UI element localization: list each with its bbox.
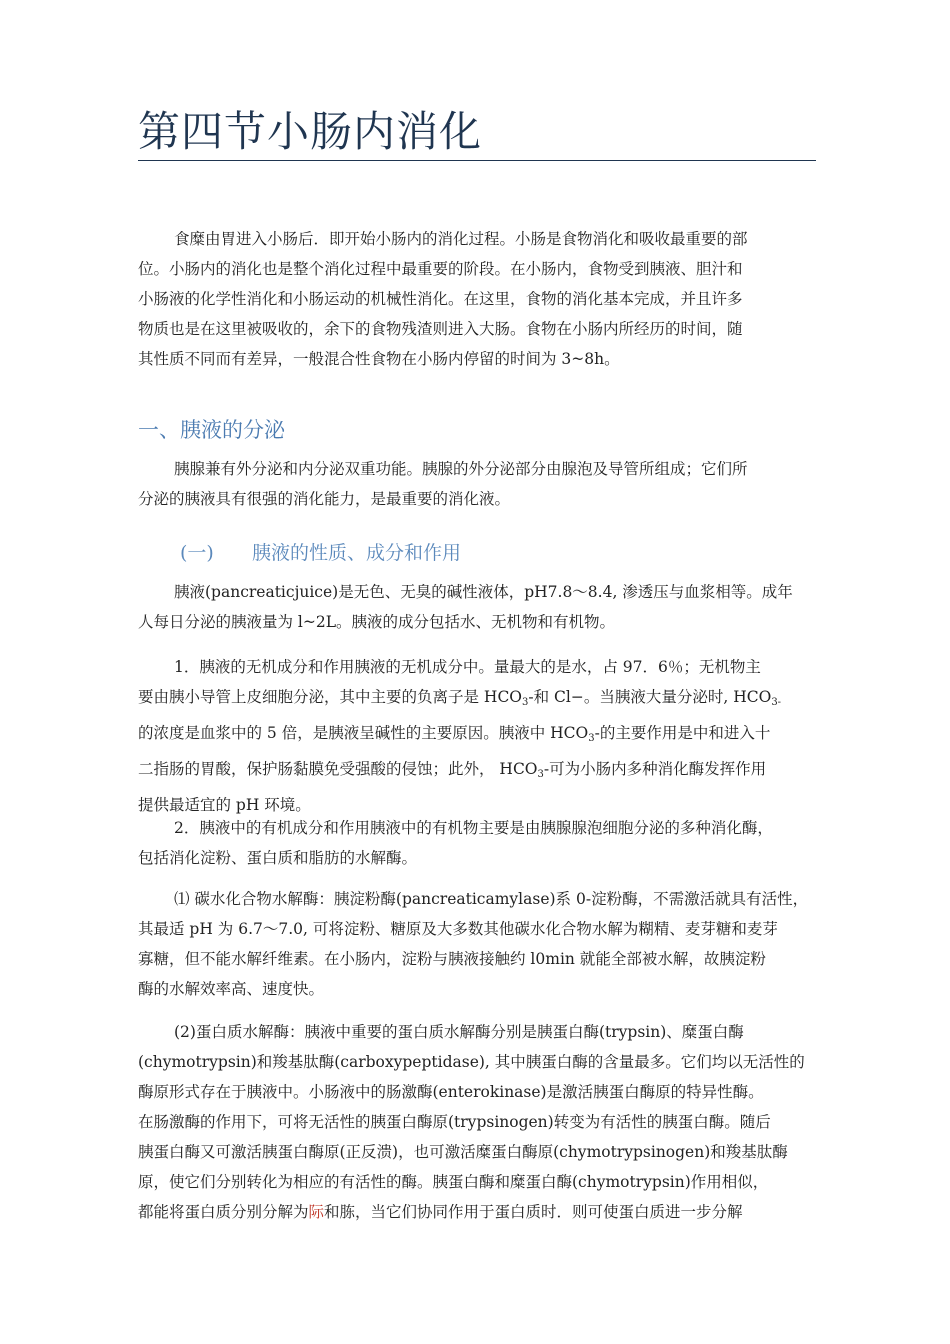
subsection-heading — [180, 538, 461, 565]
section-line: 分泌的胰液具有很强的消化能力，是最重要的消化液。 — [138, 490, 511, 508]
section-line: 胰腺兼有外分泌和内分泌双重功能。胰腺的外分泌部分由腺泡及导管所组成；它们所 — [174, 460, 748, 478]
carbohydrate-line: 寡糖，但不能水解纤维素。在小肠内，淀粉与胰液接触约 l0min 就能全部被水解，故胰淀粉 — [138, 950, 766, 968]
subsection-line: 胰液(pancreaticjuice)是无色、无臭的碱性液体，pH7.8～8.4, 渗透压与血浆相等。成年 — [174, 583, 793, 601]
subsection-paragraph — [138, 577, 818, 637]
carbohydrate-line: 其最适 pH 为 6.7～7.0, 可将淀粉、糖原及大多数其他碳水化合物水解为糊精、麦芽糖和麦芽 — [138, 920, 778, 938]
protein-line: 胰蛋白酶又可激活胰蛋白酶原(正反溃)，也可激活糜蛋白酶原(chymotrypsinogen)和羧基肽酶 — [138, 1143, 788, 1161]
section-paragraph — [138, 454, 818, 514]
section-heading: 一、胰液的分泌 — [138, 418, 285, 442]
intro-line: 物质也是在这里被吸收的，余下的食物残渣则进入大肠。食物在小肠内所经历的时间，随 — [138, 320, 743, 338]
protein-line — [138, 1197, 818, 1227]
protein-line: (chymotrypsin)和羧基肽酶(carboxypeptidase), 其中胰蛋白酶的含量最多。它们均以无活性的 — [138, 1053, 805, 1071]
organic-line: 包括消化淀粉、蛋白质和脂肪的水解酶。 — [138, 849, 418, 867]
intro-line: 小肠液的化学性消化和小肠运动的机械性消化。在这里，食物的消化基本完成，并且许多 — [138, 290, 743, 308]
subscript: 3 — [588, 733, 595, 744]
text-run: 都能将蛋白质分别分解为 — [138, 1203, 309, 1221]
highlighted-char: 际 — [308, 1203, 325, 1221]
text-run: -和 Cl−。当胰液大量分泌时, HCO — [528, 688, 772, 706]
intro-line: 其性质不同而有差异，一般混合性食物在小肠内停留的时间为 3~8h。 — [138, 350, 620, 368]
carbohydrate-line: ⑴ 碳水化合物水解酶：胰淀粉酶(pancreaticamylase)系 0-淀粉酶，不需激活就具有活性， — [174, 890, 809, 908]
page-title: 第四节小肠内消化 — [138, 104, 816, 161]
text-run: 要由胰小导管上皮细胞分泌，其中主要的负离子是 HCO — [138, 688, 523, 706]
text-run: 二指肠的胃酸，保护肠黏膜免受强酸的侵蚀；此外， HCO — [138, 760, 538, 778]
inorganic-paragraph — [138, 652, 818, 820]
text-run: -的主要作用是中和进入十 — [594, 724, 771, 742]
subsection-title: 胰液的性质、成分和作用 — [252, 542, 462, 564]
subscript: 3- — [771, 697, 782, 708]
protein-line: 原，使它们分别转化为相应的有活性的酶。胰蛋白酶和糜蛋白酶(chymotrypsin)作用相似， — [138, 1173, 769, 1191]
carbohydrate-line: 酶的水解效率高、速度快。 — [138, 980, 325, 998]
text-run: 和胨，当它们协同作用于蛋白质时．则可使蛋白质进一步分解 — [324, 1203, 743, 1221]
carbohydrate-paragraph — [138, 884, 818, 1004]
organic-paragraph — [138, 813, 818, 873]
subscript: 3 — [522, 697, 529, 708]
inorganic-line — [138, 754, 818, 790]
intro-paragraph — [138, 224, 818, 374]
text-run: 的浓度是血浆中的 5 倍，是胰液呈碱性的主要原因。胰液中 HCO — [138, 724, 589, 742]
protein-line: (2)蛋白质水解酶：胰液中重要的蛋白质水解酶分别是胰蛋白酶(trypsin)、糜蛋白酶 — [174, 1023, 744, 1041]
inorganic-line: 提供最适宜的 pH 环境。 — [138, 796, 311, 814]
organic-line: 2．胰液中的有机成分和作用胰液中的有机物主要是由胰腺腺泡细胞分泌的多种消化酶， — [174, 819, 773, 837]
protein-line: 酶原形式存在于胰液中。小肠液中的肠激酶(enterokinase)是激活胰蛋白酶原的特异性酶。 — [138, 1083, 764, 1101]
intro-line: 食糜由胃进入小肠后．即开始小肠内的消化过程。小肠是食物消化和吸收最重要的部 — [174, 230, 748, 248]
intro-line: 位。小肠内的消化也是整个消化过程中最重要的阶段。在小肠内，食物受到胰液、胆汁和 — [138, 260, 743, 278]
inorganic-line: 1．胰液的无机成分和作用胰液的无机成分中。量最大的是水，占 97．6％；无机物主 — [174, 658, 761, 676]
inorganic-line — [138, 682, 818, 718]
text-run: -可为小肠内多种消化酶发挥作用 — [543, 760, 767, 778]
subscript: 3 — [537, 769, 544, 780]
inorganic-line — [138, 718, 818, 754]
subsection-line: 人每日分泌的胰液量为 l~2L。胰液的成分包括水、无机物和有机物。 — [138, 613, 616, 631]
protein-line: 在肠激酶的作用下，可将无活性的胰蛋白酶原(trypsinogen)转变为有活性的胰蛋白酶。随后 — [138, 1113, 771, 1131]
subsection-number: (一) — [180, 542, 214, 564]
protein-paragraph — [138, 1017, 818, 1227]
